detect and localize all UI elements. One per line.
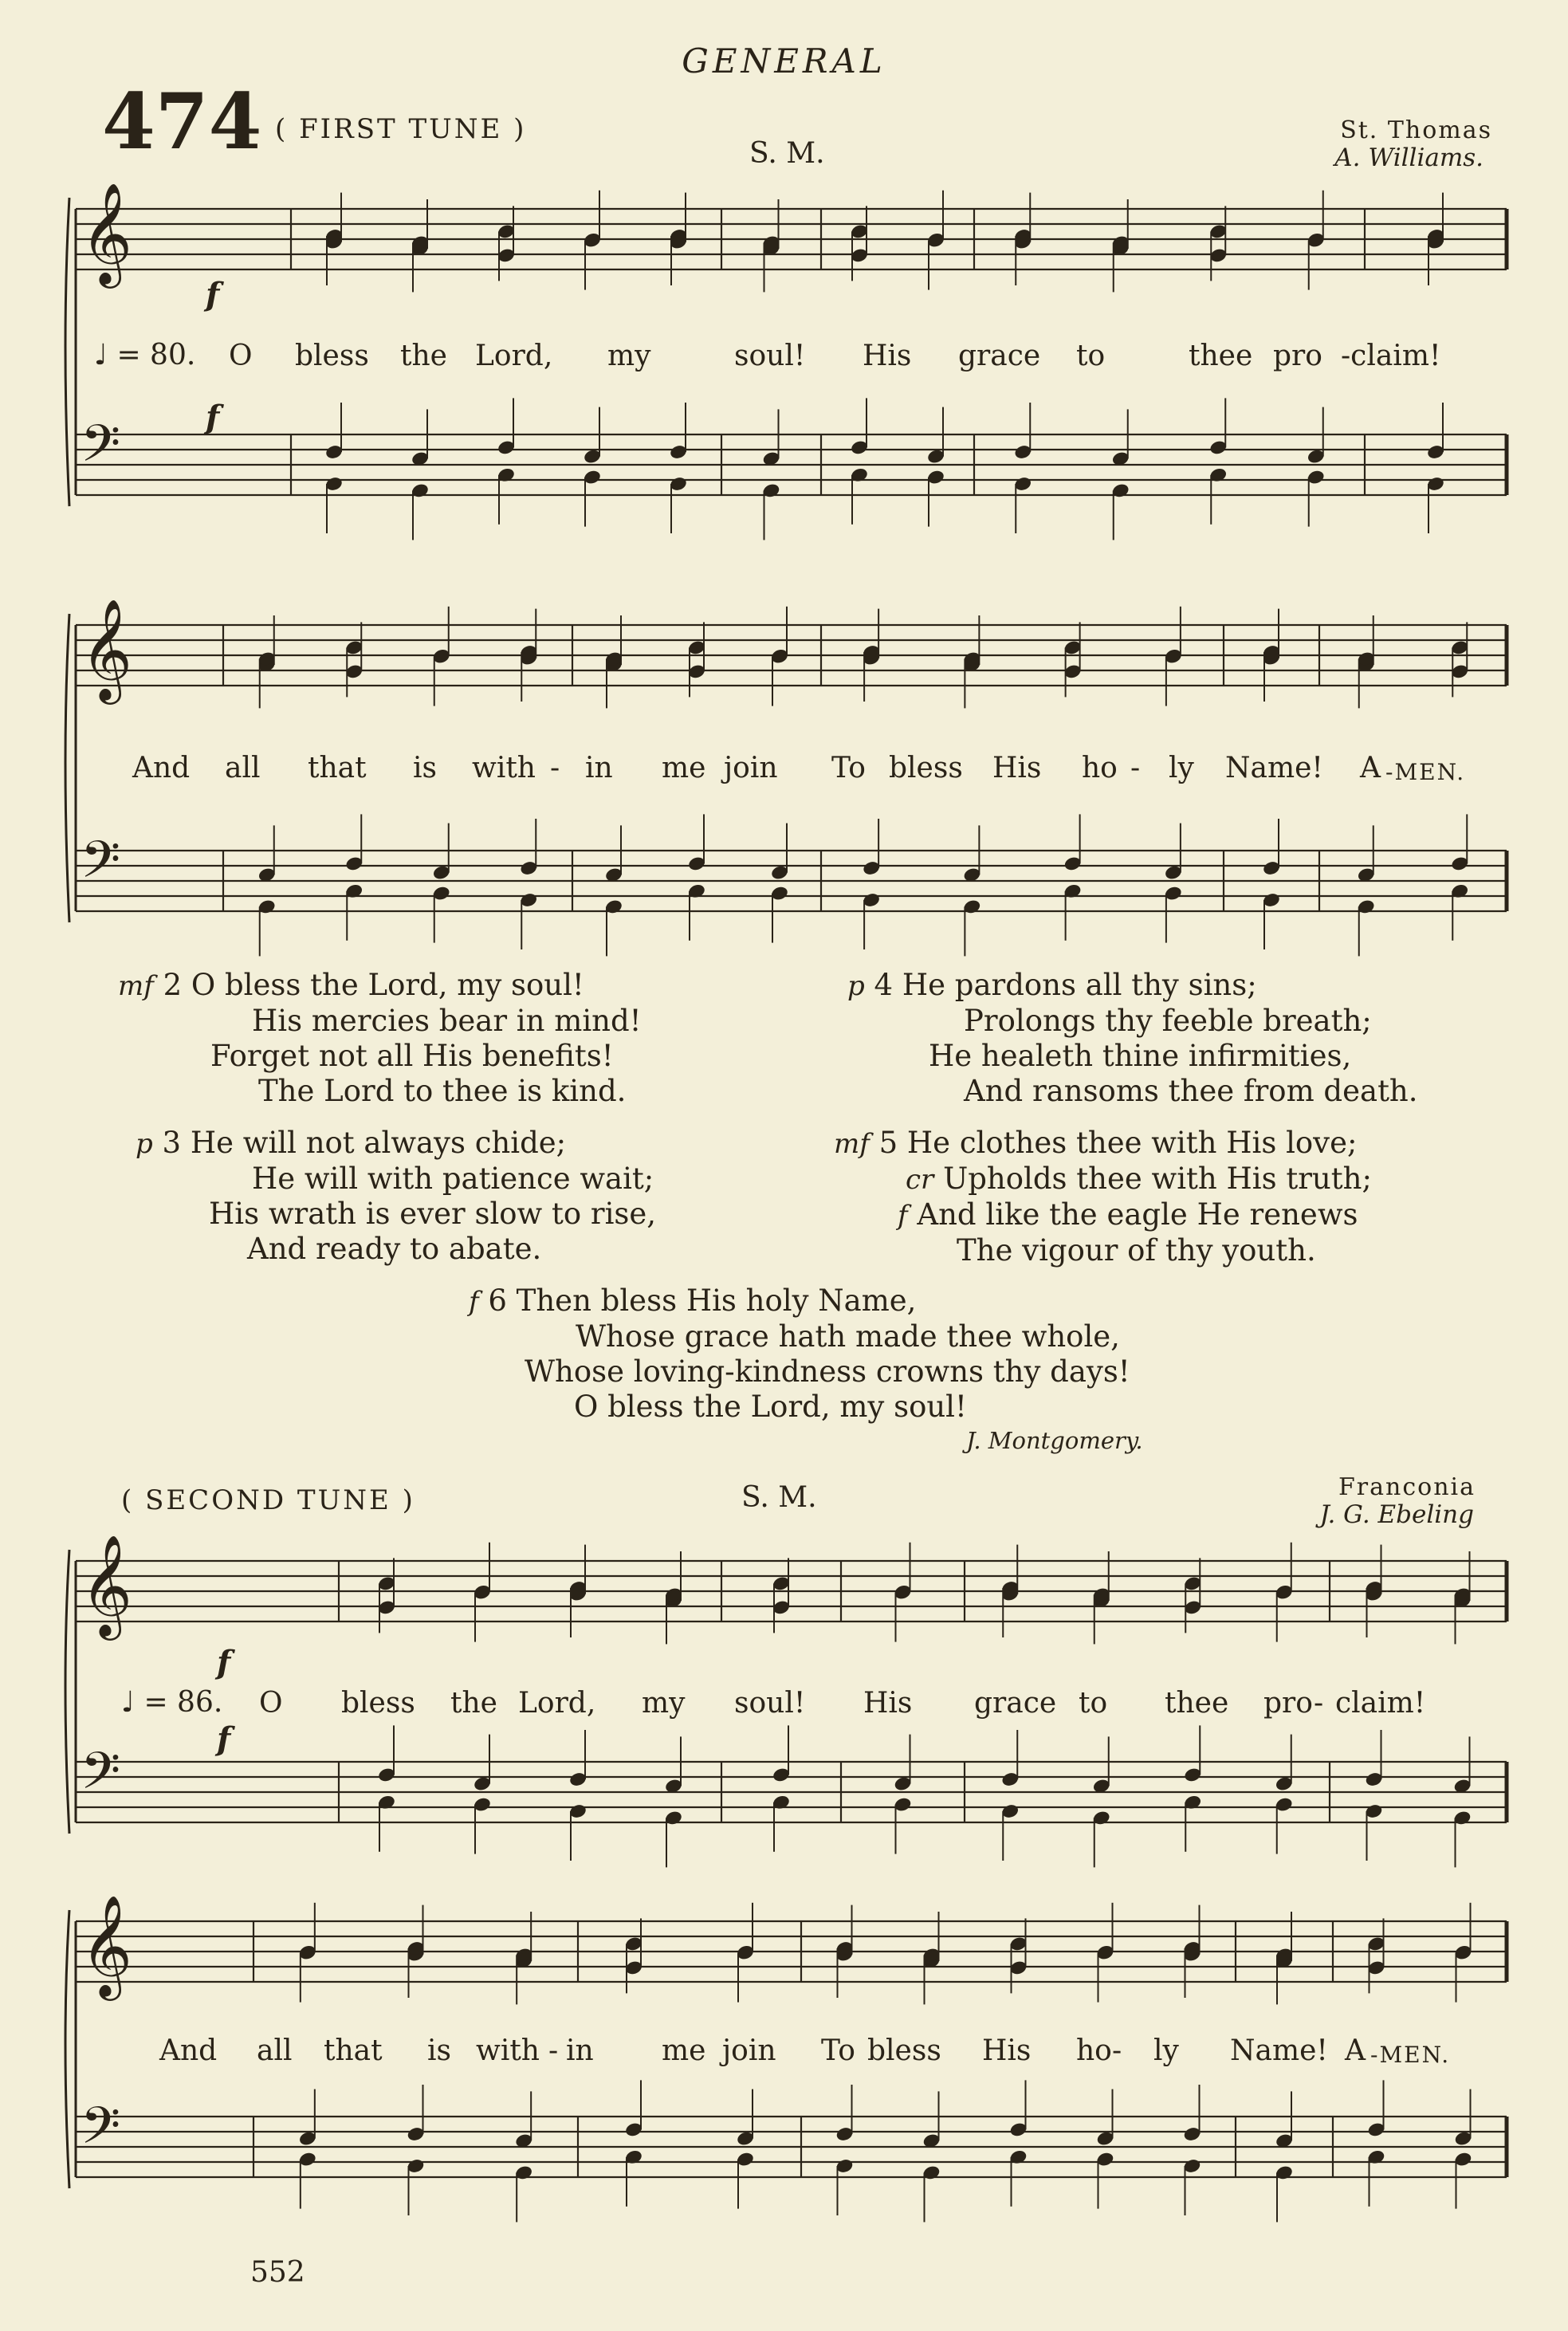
lyric: to — [1079, 1687, 1108, 1720]
page-number: 552 — [250, 2256, 305, 2289]
verse-2 — [118, 968, 642, 1109]
lyric: the — [400, 340, 447, 372]
lyric: A — [1345, 2034, 1366, 2067]
treble-clef-icon: 𝄞 — [81, 1894, 133, 1996]
lyric: with — [476, 2034, 540, 2067]
second-tune-dynamic-treble: f — [217, 1644, 231, 1681]
system-bracket — [65, 198, 69, 506]
lyric: His — [863, 1687, 913, 1720]
lyric: that — [308, 752, 367, 784]
verse-number: 4 — [874, 968, 894, 1002]
verse-line-dynamic: f — [898, 1200, 908, 1232]
first-tune-tempo-value: = 80. — [116, 339, 196, 371]
second-tune-name: Franconia — [1338, 1473, 1476, 1501]
first-tune-dynamic-bass: f — [206, 399, 220, 436]
verse-line: O bless the Lord, my soul! — [191, 968, 584, 1002]
lyric: all — [225, 752, 261, 784]
lyric: thee — [1189, 340, 1253, 372]
running-head: GENERAL — [682, 41, 886, 81]
lyric: Name! — [1230, 2034, 1328, 2067]
lyric: - — [1314, 1687, 1324, 1720]
lyric: - — [1130, 752, 1141, 784]
verse-line: He will not always chide; — [190, 1126, 567, 1160]
bass-clef-icon: 𝄢 — [81, 415, 121, 486]
lyric: me — [662, 752, 706, 784]
lyric: join — [722, 2034, 776, 2067]
verse-line: He will with patience wait; — [252, 1162, 654, 1196]
lyric: with — [472, 752, 536, 784]
lyric: ho — [1076, 2034, 1112, 2067]
hymn-number: 474 — [102, 77, 262, 167]
verse-line: He clothes thee with His love; — [906, 1126, 1358, 1160]
quarter-note-icon: ♩ — [121, 1686, 135, 1719]
verse-line: He pardons all thy sins; — [902, 968, 1257, 1002]
lyric: -claim! — [1341, 340, 1441, 372]
lyric: claim! — [1335, 1687, 1426, 1720]
verse-author: J. Montgomery. — [966, 1427, 1143, 1454]
verse-number: 6 — [488, 1283, 507, 1318]
bass-clef-icon: 𝄢 — [81, 831, 121, 902]
verse-line-dynamic: cr — [906, 1164, 934, 1196]
verse-number: 3 — [162, 1126, 182, 1160]
lyric: His — [992, 752, 1042, 784]
verse-line: Then bless His holy Name, — [516, 1283, 917, 1318]
lyric: bless — [889, 752, 963, 784]
lyric: O — [259, 1687, 283, 1720]
second-tune-label: ( SECOND TUNE ) — [121, 1484, 415, 1516]
lyric: is — [413, 752, 437, 784]
lyric: Lord, — [475, 340, 553, 372]
lyric: to — [1076, 340, 1106, 372]
lyric: To — [831, 752, 866, 784]
verse-dynamic: p — [136, 1128, 153, 1160]
first-tune-dynamic-treble: f — [206, 276, 220, 313]
lyric: in — [585, 752, 613, 784]
lyric: Lord, — [518, 1687, 596, 1720]
lyric: my — [607, 340, 651, 372]
lyric: ly — [1169, 752, 1194, 784]
verse-line: And ready to abate. — [247, 1232, 542, 1266]
lyric: in — [566, 2034, 594, 2067]
treble-clef-icon: 𝄞 — [81, 1534, 133, 1636]
lyric: pro — [1263, 1687, 1313, 1720]
treble-clef-icon: 𝄞 — [81, 598, 133, 700]
treble-clef-icon: 𝄞 — [81, 182, 133, 284]
lyric: pro — [1273, 340, 1322, 372]
verse-dynamic: f — [469, 1286, 479, 1318]
system-bracket — [65, 1550, 69, 1834]
lyric: - — [548, 2034, 559, 2067]
lyric: -MEN. — [1370, 2042, 1451, 2068]
verse-dynamic: mf — [118, 970, 154, 1002]
lyric: grace — [958, 340, 1041, 372]
verse-number: 5 — [878, 1126, 898, 1160]
verse-dynamic: p — [847, 970, 865, 1002]
first-tune-composer: A. Williams. — [1334, 143, 1484, 172]
lyric: thee — [1165, 1687, 1229, 1720]
verse-line: And ransoms thee from death. — [964, 1074, 1418, 1108]
verse-line: Forget not all His benefits! — [210, 1039, 614, 1073]
lyric: all — [257, 2034, 293, 2067]
lyric: His — [982, 2034, 1032, 2067]
system-bracket — [65, 1910, 69, 2188]
verse-6 — [469, 1283, 1130, 1425]
lyric: Name! — [1225, 752, 1323, 784]
verse-line: He healeth thine infirmities, — [929, 1039, 1352, 1073]
first-tune-tempo — [94, 339, 195, 371]
lyric: - — [550, 752, 560, 784]
second-tune-tempo-value: = 86. — [143, 1686, 223, 1719]
lyric: ho — [1082, 752, 1118, 784]
verse-line: Upholds thee with His truth; — [943, 1162, 1372, 1196]
lyric: join — [724, 752, 778, 784]
lyric: the — [450, 1687, 497, 1720]
verse-number: 2 — [163, 968, 183, 1002]
lyric: ly — [1153, 2034, 1179, 2067]
first-tune-label: ( FIRST TUNE ) — [275, 113, 527, 145]
verse-dynamic: mf — [834, 1128, 870, 1160]
lyric: is — [427, 2034, 451, 2067]
first-tune-meter: S. M. — [749, 137, 825, 170]
verse-5 — [834, 1126, 1372, 1268]
lyric: my — [642, 1687, 686, 1720]
verse-line: His mercies bear in mind! — [252, 1004, 642, 1038]
second-tune-dynamic-bass: f — [217, 1720, 231, 1758]
verse-4 — [847, 968, 1418, 1109]
lyric: grace — [974, 1687, 1057, 1720]
second-tune-tempo — [121, 1686, 222, 1719]
verse-line: His wrath is ever slow to rise, — [209, 1197, 657, 1231]
lyric: soul! — [734, 1687, 806, 1720]
lyric: soul! — [734, 340, 806, 372]
lyric: And — [132, 752, 191, 784]
lyric: And — [159, 2034, 218, 2067]
lyric: me — [662, 2034, 706, 2067]
lyric: -MEN. — [1385, 759, 1466, 785]
lyric: bless — [295, 340, 369, 372]
bass-clef-icon: 𝄢 — [81, 1742, 121, 1814]
second-tune-meter: S. M. — [741, 1481, 817, 1514]
lyric: - — [1112, 2034, 1122, 2067]
verse-line: The Lord to thee is kind. — [258, 1074, 627, 1108]
lyric: A — [1360, 752, 1381, 784]
verse-line: And like the eagle He renews — [917, 1197, 1358, 1232]
lyric: bless — [867, 2034, 941, 2067]
lyric: O — [229, 340, 253, 372]
verse-line: Prolongs thy feeble breath; — [964, 1004, 1372, 1038]
system-bracket — [65, 614, 69, 922]
first-tune-name: St. Thomas — [1340, 116, 1492, 144]
quarter-note-icon: ♩ — [94, 339, 108, 371]
verse-line: The vigour of thy youth. — [957, 1233, 1316, 1268]
lyric: To — [821, 2034, 855, 2067]
lyric: bless — [341, 1687, 415, 1720]
verse-line: Whose loving-kindness crowns thy days! — [525, 1354, 1130, 1389]
second-tune-composer: J. G. Ebeling — [1319, 1500, 1474, 1529]
verse-line: O bless the Lord, my soul! — [574, 1390, 967, 1424]
verse-line: Whose grace hath made thee whole, — [576, 1319, 1120, 1354]
lyric: His — [863, 340, 912, 372]
bass-clef-icon: 𝄢 — [81, 2097, 121, 2168]
lyric: that — [324, 2034, 383, 2067]
verse-3 — [136, 1126, 656, 1267]
